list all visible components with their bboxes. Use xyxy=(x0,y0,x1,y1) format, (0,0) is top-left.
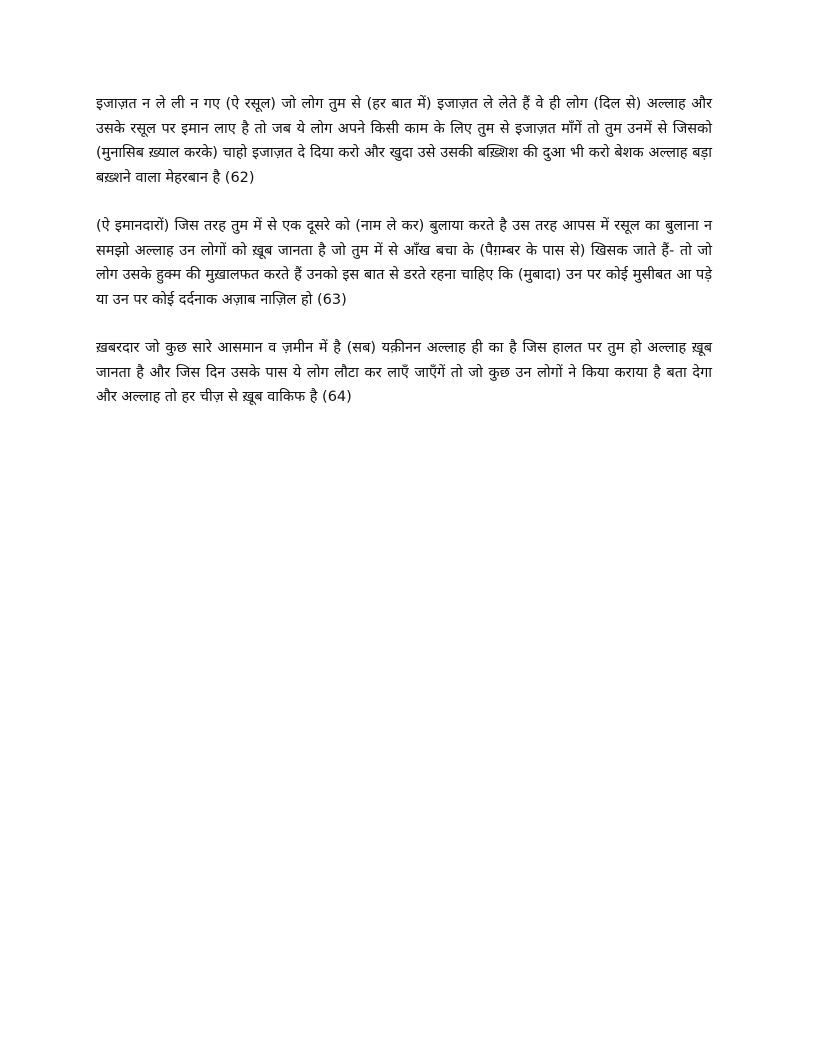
paragraph-verse-63: (ऐ इमानदारों) जिस तरह तुम में से एक दूसरे को (नाम ले कर) बुलाया करते है उस तरह आपस में रसूल का बुलाना न समझो अल्लाह उन लोगों को ख़ूब जानता है जो तुम में से आँख बचा के (पैग़म्बर के पास से) खिसक जाते हैं- तो जो लोग उसके हुक्म की मुख़ालफत करते हैं उनको इस बात से डरते रहना चाहिए कि (मुबादा) उन पर कोई मुसीबत आ पड़े या उन पर कोई दर्दनाक अज़ाब नाज़िल हो (63) xyxy=(96,218,712,308)
paragraph-verse-62: इजाज़त न ले ली न गए (ऐ रसूल) जो लोग तुम से (हर बात में) इजाज़त ले लेते हैं वे ही लोग (दिल से) अल्लाह और उसके रसूल पर इमान लाए है तो जब ये लोग अपने किसी काम के लिए तुम से इजाज़त माँगें तो तुम उनमें से जिसको (मुनासिब ख़्याल करके) चाहो इजाज़त दे दिया करो और खुदा उसे उसकी बख़्शिश की दुआ भी करो बेशक अल्लाह बड़ा बख़्शने वाला मेहरबान है (62) xyxy=(96,96,712,186)
document-body xyxy=(96,92,712,434)
paragraph-verse-64: ख़बरदार जो कुछ सारे आसमान व ज़मीन में है (सब) यक़ीनन अल्लाह ही का है जिस हालत पर तुम हो अल्लाह ख़ूब जानता है और जिस दिन उसके पास ये लोग लौटा कर लाएँ जाएँगें तो जो कुछ उन लोगों ने किया कराया है बता देगा और अल्लाह तो हर चीज़ से ख़ूब वाकिफ है (64) xyxy=(96,340,712,405)
